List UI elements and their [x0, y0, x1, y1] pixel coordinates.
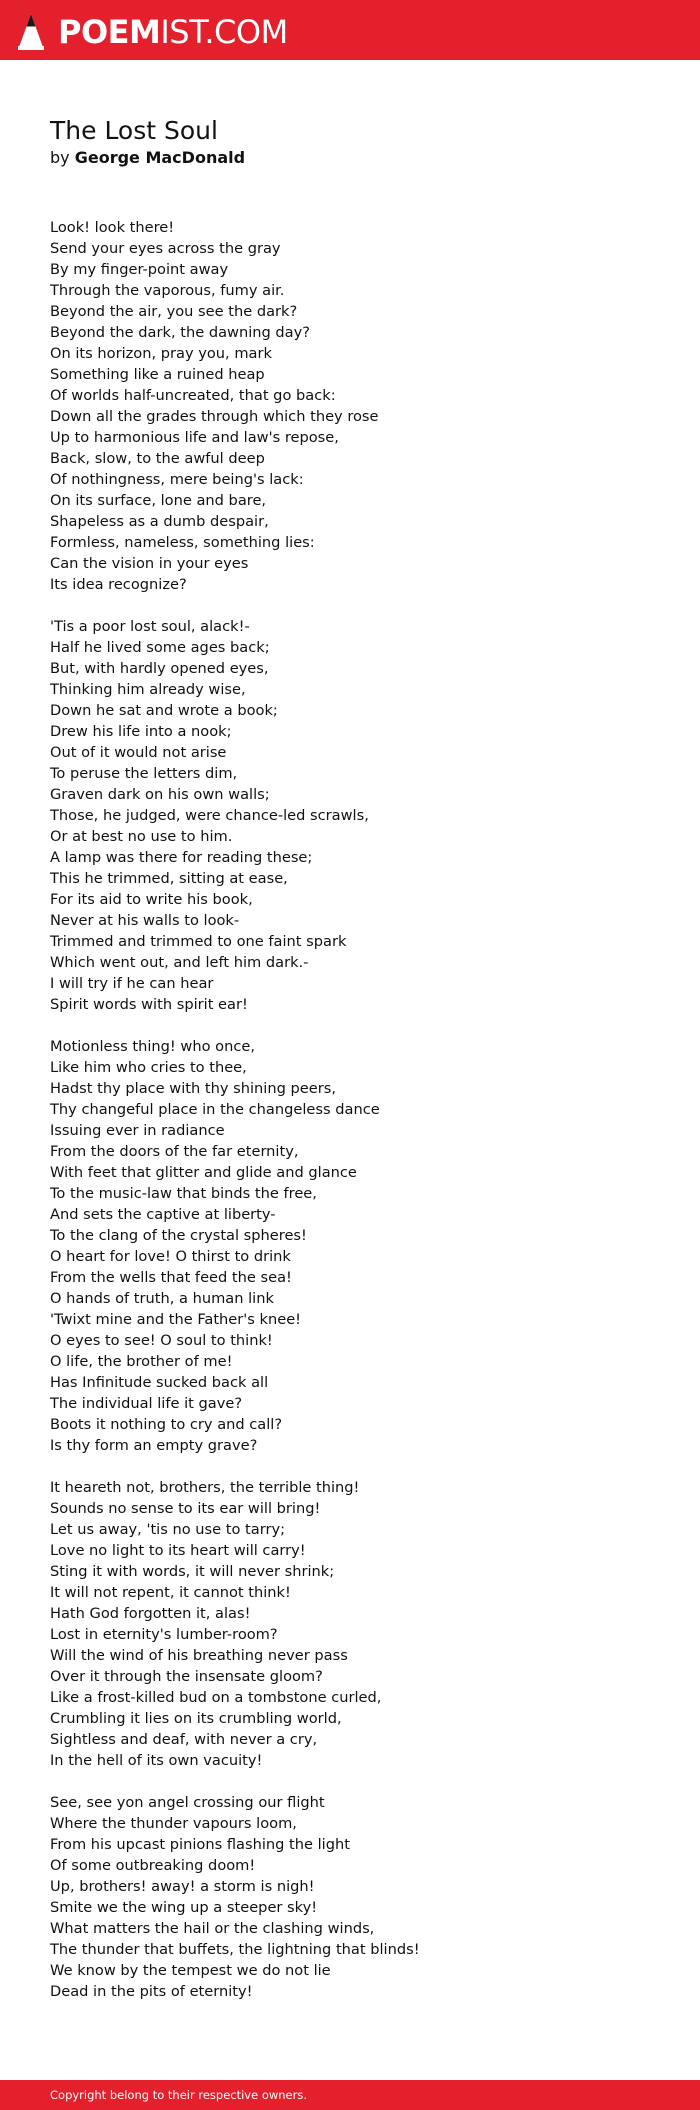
logo-light-text: IST.COM	[160, 13, 288, 51]
logo-text	[58, 14, 288, 50]
poem-line: The individual life it gave?	[50, 1395, 243, 1412]
poem-line: Spirit words with spirit ear!	[50, 996, 248, 1013]
poem-line: Back, slow, to the awful deep	[50, 450, 265, 467]
poem-line: Dead in the pits of eternity!	[50, 1983, 253, 2000]
poem-line: Motionless thing! who once,	[50, 1038, 255, 1055]
poem-line: Is thy form an empty grave?	[50, 1437, 258, 1454]
poem-line: Lost in eternity's lumber-room?	[50, 1626, 278, 1643]
poem-line: Like him who cries to thee,	[50, 1059, 247, 1076]
poem-line: In the hell of its own vacuity!	[50, 1752, 263, 1769]
poem-line: It will not repent, it cannot think!	[50, 1584, 291, 1601]
poem-line: Out of it would not arise	[50, 744, 227, 761]
poem-line: We know by the tempest we do not lie	[50, 1962, 331, 1979]
site-footer	[0, 2080, 700, 2110]
poem-line: Never at his walls to look-	[50, 912, 240, 929]
poem-body	[50, 217, 670, 2002]
poem-line: Will the wind of his breathing never pass	[50, 1647, 348, 1664]
poem-line: From the wells that feed the sea!	[50, 1269, 292, 1286]
poem-line: Boots it nothing to cry and call?	[50, 1416, 283, 1433]
poem-line: Its idea recognize?	[50, 576, 187, 593]
logo-bold-text: POEM	[58, 13, 161, 51]
poem-line: Graven dark on his own walls;	[50, 786, 270, 803]
poem-line: Issuing ever in radiance	[50, 1122, 225, 1139]
poem-line: Like a frost-killed bud on a tombstone curled,	[50, 1689, 382, 1706]
poem-line: Of nothingness, mere being's lack:	[50, 471, 304, 488]
poem-line: But, with hardly opened eyes,	[50, 660, 269, 677]
poem-stanza	[50, 217, 670, 595]
copyright-text: Copyright belong to their respective owners.	[50, 2088, 308, 2102]
poem-line: To the clang of the crystal spheres!	[50, 1227, 307, 1244]
poem-line: To peruse the letters dim,	[50, 765, 238, 782]
poem-line: See, see yon angel crossing our flight	[50, 1794, 325, 1811]
poem-line: O hands of truth, a human link	[50, 1290, 274, 1307]
poem-line: Drew his life into a nook;	[50, 723, 232, 740]
poem-line: Sting it with words, it will never shrink;	[50, 1563, 335, 1580]
poem-line: Smite we the wing up a steeper sky!	[50, 1899, 318, 1916]
poem-line: Trimmed and trimmed to one faint spark	[50, 933, 347, 950]
poem-line: Down all the grades through which they rose	[50, 408, 379, 425]
poem-line: Formless, nameless, something lies:	[50, 534, 315, 551]
poem-line: O eyes to see! O soul to think!	[50, 1332, 273, 1349]
poem-line: Send your eyes across the gray	[50, 240, 281, 257]
poem-line: Love no light to its heart will carry!	[50, 1542, 306, 1559]
poem-line: And sets the captive at liberty-	[50, 1206, 276, 1223]
poem-line: Crumbling it lies on its crumbling world,	[50, 1710, 342, 1727]
poem-stanza	[50, 1036, 670, 1456]
poem-line: Something like a ruined heap	[50, 366, 265, 383]
poem-line: From the doors of the far eternity,	[50, 1143, 299, 1160]
poem-line: Thy changeful place in the changeless dance	[50, 1101, 380, 1118]
site-header	[0, 0, 700, 60]
poem-content	[50, 115, 670, 2023]
poem-line: Half he lived some ages back;	[50, 639, 270, 656]
poem-line: On its surface, lone and bare,	[50, 492, 267, 509]
poem-line: 'Twixt mine and the Father's knee!	[50, 1311, 302, 1328]
poem-line: Of some outbreaking doom!	[50, 1857, 256, 1874]
poem-line: Those, he judged, were chance-led scrawls,	[50, 807, 369, 824]
poem-line: By my finger-point away	[50, 261, 229, 278]
poem-line: Sounds no sense to its ear will bring!	[50, 1500, 321, 1517]
poem-line: A lamp was there for reading these;	[50, 849, 313, 866]
poem-line: Beyond the dark, the dawning day?	[50, 324, 311, 341]
author-name: George MacDonald	[74, 148, 246, 167]
poem-line: Over it through the insensate gloom?	[50, 1668, 323, 1685]
site-logo[interactable]	[14, 12, 288, 52]
poem-stanza	[50, 1477, 670, 1771]
by-label: by	[50, 148, 70, 167]
poem-line: Hadst thy place with thy shining peers,	[50, 1080, 336, 1097]
poem-line: Look! look there!	[50, 219, 175, 236]
poem-line: Has Infinitude sucked back all	[50, 1374, 269, 1391]
pencil-icon	[14, 12, 48, 52]
poem-line: Of worlds half-uncreated, that go back:	[50, 387, 336, 404]
poem-line: With feet that glitter and glide and glance	[50, 1164, 357, 1181]
poem-line: This he trimmed, sitting at ease,	[50, 870, 288, 887]
poem-line: Thinking him already wise,	[50, 681, 246, 698]
poem-line: 'Tis a poor lost soul, alack!-	[50, 618, 250, 635]
poem-line: Can the vision in your eyes	[50, 555, 249, 572]
poem-line: To the music-law that binds the free,	[50, 1185, 317, 1202]
poem-line: From his upcast pinions flashing the light	[50, 1836, 350, 1853]
poem-title: The Lost Soul	[50, 116, 218, 145]
poem-stanza	[50, 1792, 670, 2002]
poem-line: Where the thunder vapours loom,	[50, 1815, 297, 1832]
poem-line: O life, the brother of me!	[50, 1353, 233, 1370]
poem-line: Up, brothers! away! a storm is nigh!	[50, 1878, 315, 1895]
byline	[50, 147, 670, 169]
poem-line: Sightless and deaf, with never a cry,	[50, 1731, 318, 1748]
poem-line: O heart for love! O thirst to drink	[50, 1248, 291, 1265]
poem-line: Beyond the air, you see the dark?	[50, 303, 298, 320]
poem-line: Down he sat and wrote a book;	[50, 702, 278, 719]
poem-line: On its horizon, pray you, mark	[50, 345, 272, 362]
poem-line: For its aid to write his book,	[50, 891, 253, 908]
poem-line: The thunder that buffets, the lightning that blinds!	[50, 1941, 420, 1958]
poem-line: Or at best no use to him.	[50, 828, 233, 845]
poem-line: What matters the hail or the clashing winds,	[50, 1920, 375, 1937]
poem-line: It heareth not, brothers, the terrible thing!	[50, 1479, 360, 1496]
poem-line: Up to harmonious life and law's repose,	[50, 429, 339, 446]
poem-line: Shapeless as a dumb despair,	[50, 513, 269, 530]
poem-line: I will try if he can hear	[50, 975, 214, 992]
poem-line: Which went out, and left him dark.-	[50, 954, 309, 971]
poem-stanza	[50, 616, 670, 1015]
poem-line: Hath God forgotten it, alas!	[50, 1605, 251, 1622]
poem-line: Through the vaporous, fumy air.	[50, 282, 285, 299]
poem-line: Let us away, 'tis no use to tarry;	[50, 1521, 286, 1538]
